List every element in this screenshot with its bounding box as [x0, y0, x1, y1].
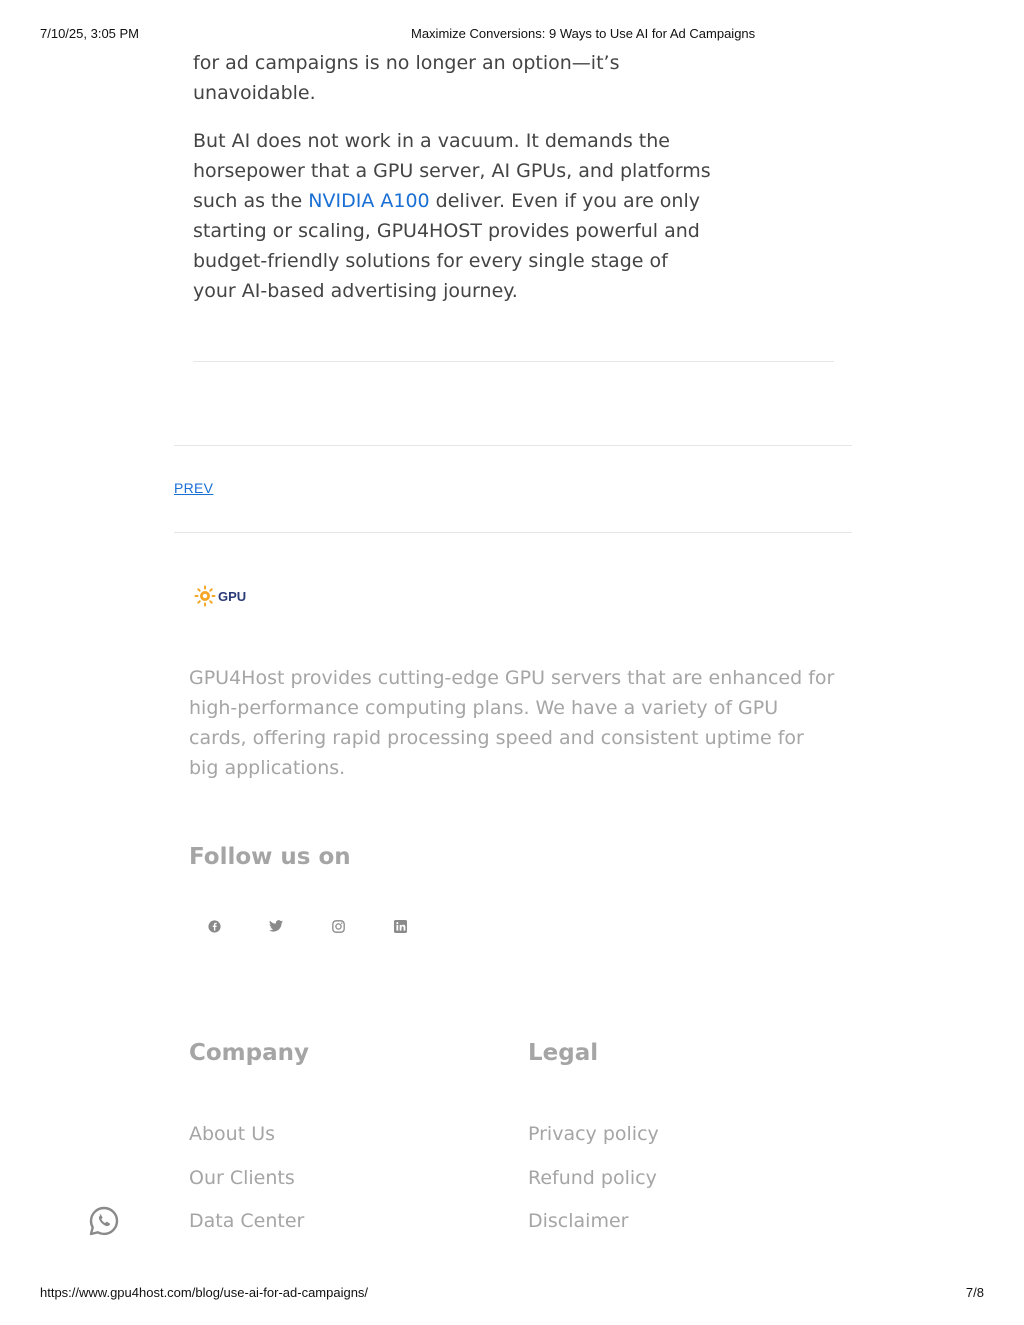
- footer-link-about-us[interactable]: About Us: [189, 1123, 276, 1145]
- print-url: https://www.gpu4host.com/blog/use-ai-for-ad-campaigns/: [40, 1285, 369, 1300]
- article-body: [193, 48, 713, 324]
- footer-link-data-center[interactable]: Data Center: [189, 1210, 305, 1232]
- prev-post-link[interactable]: PREV: [174, 480, 214, 496]
- follow-heading: Follow us on: [189, 844, 351, 870]
- article-paragraph: for ad campaigns is no longer an option—it’s unavoidable.: [193, 52, 620, 104]
- article-paragraph: [193, 126, 713, 306]
- article-text: deliver. Even if you are only starting or scaling, GPU4HOST provides powerful and budget-friendly solutions for every single stage of your AI-based advertising journey.: [193, 190, 701, 302]
- footer-link-our-clients[interactable]: Our Clients: [189, 1166, 295, 1189]
- footer-logo[interactable]: [194, 585, 246, 607]
- print-datetime: 7/10/25, 3:05 PM: [40, 26, 140, 41]
- legal-links-column: [528, 1040, 828, 1252]
- article-divider: [193, 361, 834, 362]
- print-page-title: Maximize Conversions: 9 Ways to Use AI for Ad Campaigns: [411, 26, 756, 41]
- print-page-number: 7/8: [965, 1285, 984, 1300]
- sun-logo-icon: [194, 585, 216, 607]
- footer-link-privacy-policy[interactable]: Privacy policy: [528, 1123, 659, 1145]
- article-text: But AI does not work in a vacuum. It demands the horsepower that a GPU server, AI GPUs, and platforms such as the: [193, 130, 711, 212]
- logo-text: GPU: [218, 588, 247, 604]
- company-heading: Company: [189, 1040, 309, 1066]
- instagram-icon[interactable]: [330, 918, 346, 934]
- legal-heading: Legal: [528, 1040, 599, 1066]
- nav-divider-bottom: [174, 532, 852, 533]
- print-header: [0, 26, 1024, 42]
- social-links: [206, 918, 454, 934]
- whatsapp-icon[interactable]: [88, 1205, 120, 1241]
- facebook-icon[interactable]: [206, 918, 222, 934]
- print-footer: [0, 1285, 1024, 1301]
- linkedin-icon[interactable]: [392, 918, 408, 934]
- company-description: GPU4Host provides cutting-edge GPU servers that are enhanced for high-performance computing plans. We have a variety of GPU cards, offering rapid processing speed and consistent uptime for big applications.: [189, 667, 835, 779]
- footer-link-disclaimer[interactable]: Disclaimer: [528, 1210, 629, 1232]
- twitter-icon[interactable]: [268, 918, 284, 934]
- company-links-column: [189, 1040, 489, 1252]
- nav-divider-top: [174, 445, 852, 446]
- nvidia-a100-link[interactable]: NVIDIA A100: [308, 190, 430, 212]
- footer-link-refund-policy[interactable]: Refund policy: [528, 1166, 657, 1189]
